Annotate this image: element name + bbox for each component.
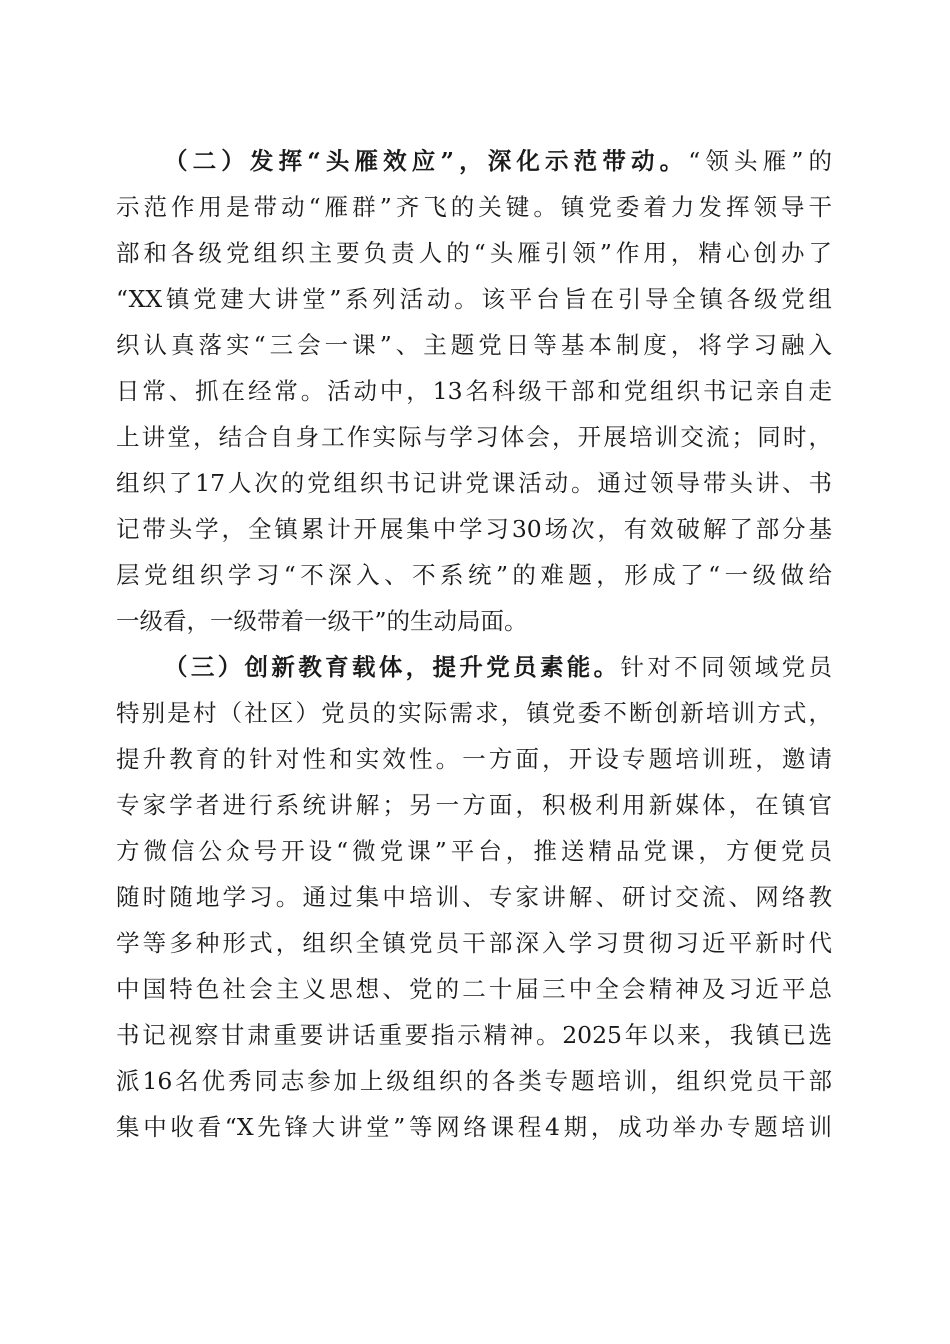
paragraph-line: 学等多种形式，组织全镇党员干部深入学习贯彻习近平新时代 — [116, 929, 832, 957]
paragraph-line: 书记视察甘肃重要讲话重要指示精神。2025年以来，我镇已选 — [116, 1021, 832, 1049]
paragraph-line: 中国特色社会主义思想、党的二十届三中全会精神及习近平总 — [116, 975, 832, 1003]
paragraph-line: 一级看，一级带着一级干”的生动局面。 — [116, 607, 528, 635]
paragraph-line: 专家学者进行系统讲解；另一方面，积极利用新媒体，在镇官 — [116, 791, 832, 819]
section-heading: （二）发挥“头雁效应”，深化示范带动。 — [164, 147, 689, 175]
paragraph-line: 提升教育的针对性和实效性。一方面，开设专题培训班，邀请 — [116, 745, 832, 773]
paragraph-line: （三）创新教育载体，提升党员素能。针对不同领域党员 — [164, 653, 833, 681]
paragraph-line: 派16名优秀同志参加上级组织的各类专题培训，组织党员干部 — [116, 1067, 832, 1095]
paragraph-line: 组织了17人次的党组织书记讲党课活动。通过领导带头讲、书 — [116, 469, 832, 497]
paragraph-line: 织认真落实“三会一课”、主题党日等基本制度，将学习融入 — [116, 331, 832, 359]
paragraph-line: 随时随地学习。通过集中培训、专家讲解、研讨交流、网络教 — [116, 883, 832, 911]
section-heading: （三）创新教育载体，提升党员素能。 — [164, 653, 621, 681]
paragraph-line: 特别是村（社区）党员的实际需求，镇党委不断创新培训方式， — [116, 699, 832, 727]
paragraph-line: 上讲堂，结合自身工作实际与学习体会，开展培训交流；同时， — [116, 423, 832, 451]
paragraph-line: 方微信公众号开设“微党课”平台，推送精品党课，方便党员 — [116, 837, 832, 865]
paragraph-line: 集中收看“X先锋大讲堂”等网络课程4期，成功举办专题培训 — [116, 1113, 832, 1141]
paragraph-line: 记带头学，全镇累计开展集中学习30场次，有效破解了部分基 — [116, 515, 832, 543]
paragraph-line: （二）发挥“头雁效应”，深化示范带动。“领头雁”的 — [164, 147, 832, 175]
paragraph-line: 部和各级党组织主要负责人的“头雁引领”作用，精心创办了 — [116, 239, 832, 267]
paragraph-line: 层党组织学习“不深入、不系统”的难题，形成了“一级做给 — [116, 561, 832, 589]
paragraph-line: 日常、抓在经常。活动中，13名科级干部和党组织书记亲自走 — [116, 377, 832, 405]
paragraph-line: 示范作用是带动“雁群”齐飞的关键。镇党委着力发挥领导干 — [116, 193, 832, 221]
paragraph-line: “XX镇党建大讲堂”系列活动。该平台旨在引导全镇各级党组 — [116, 285, 832, 313]
